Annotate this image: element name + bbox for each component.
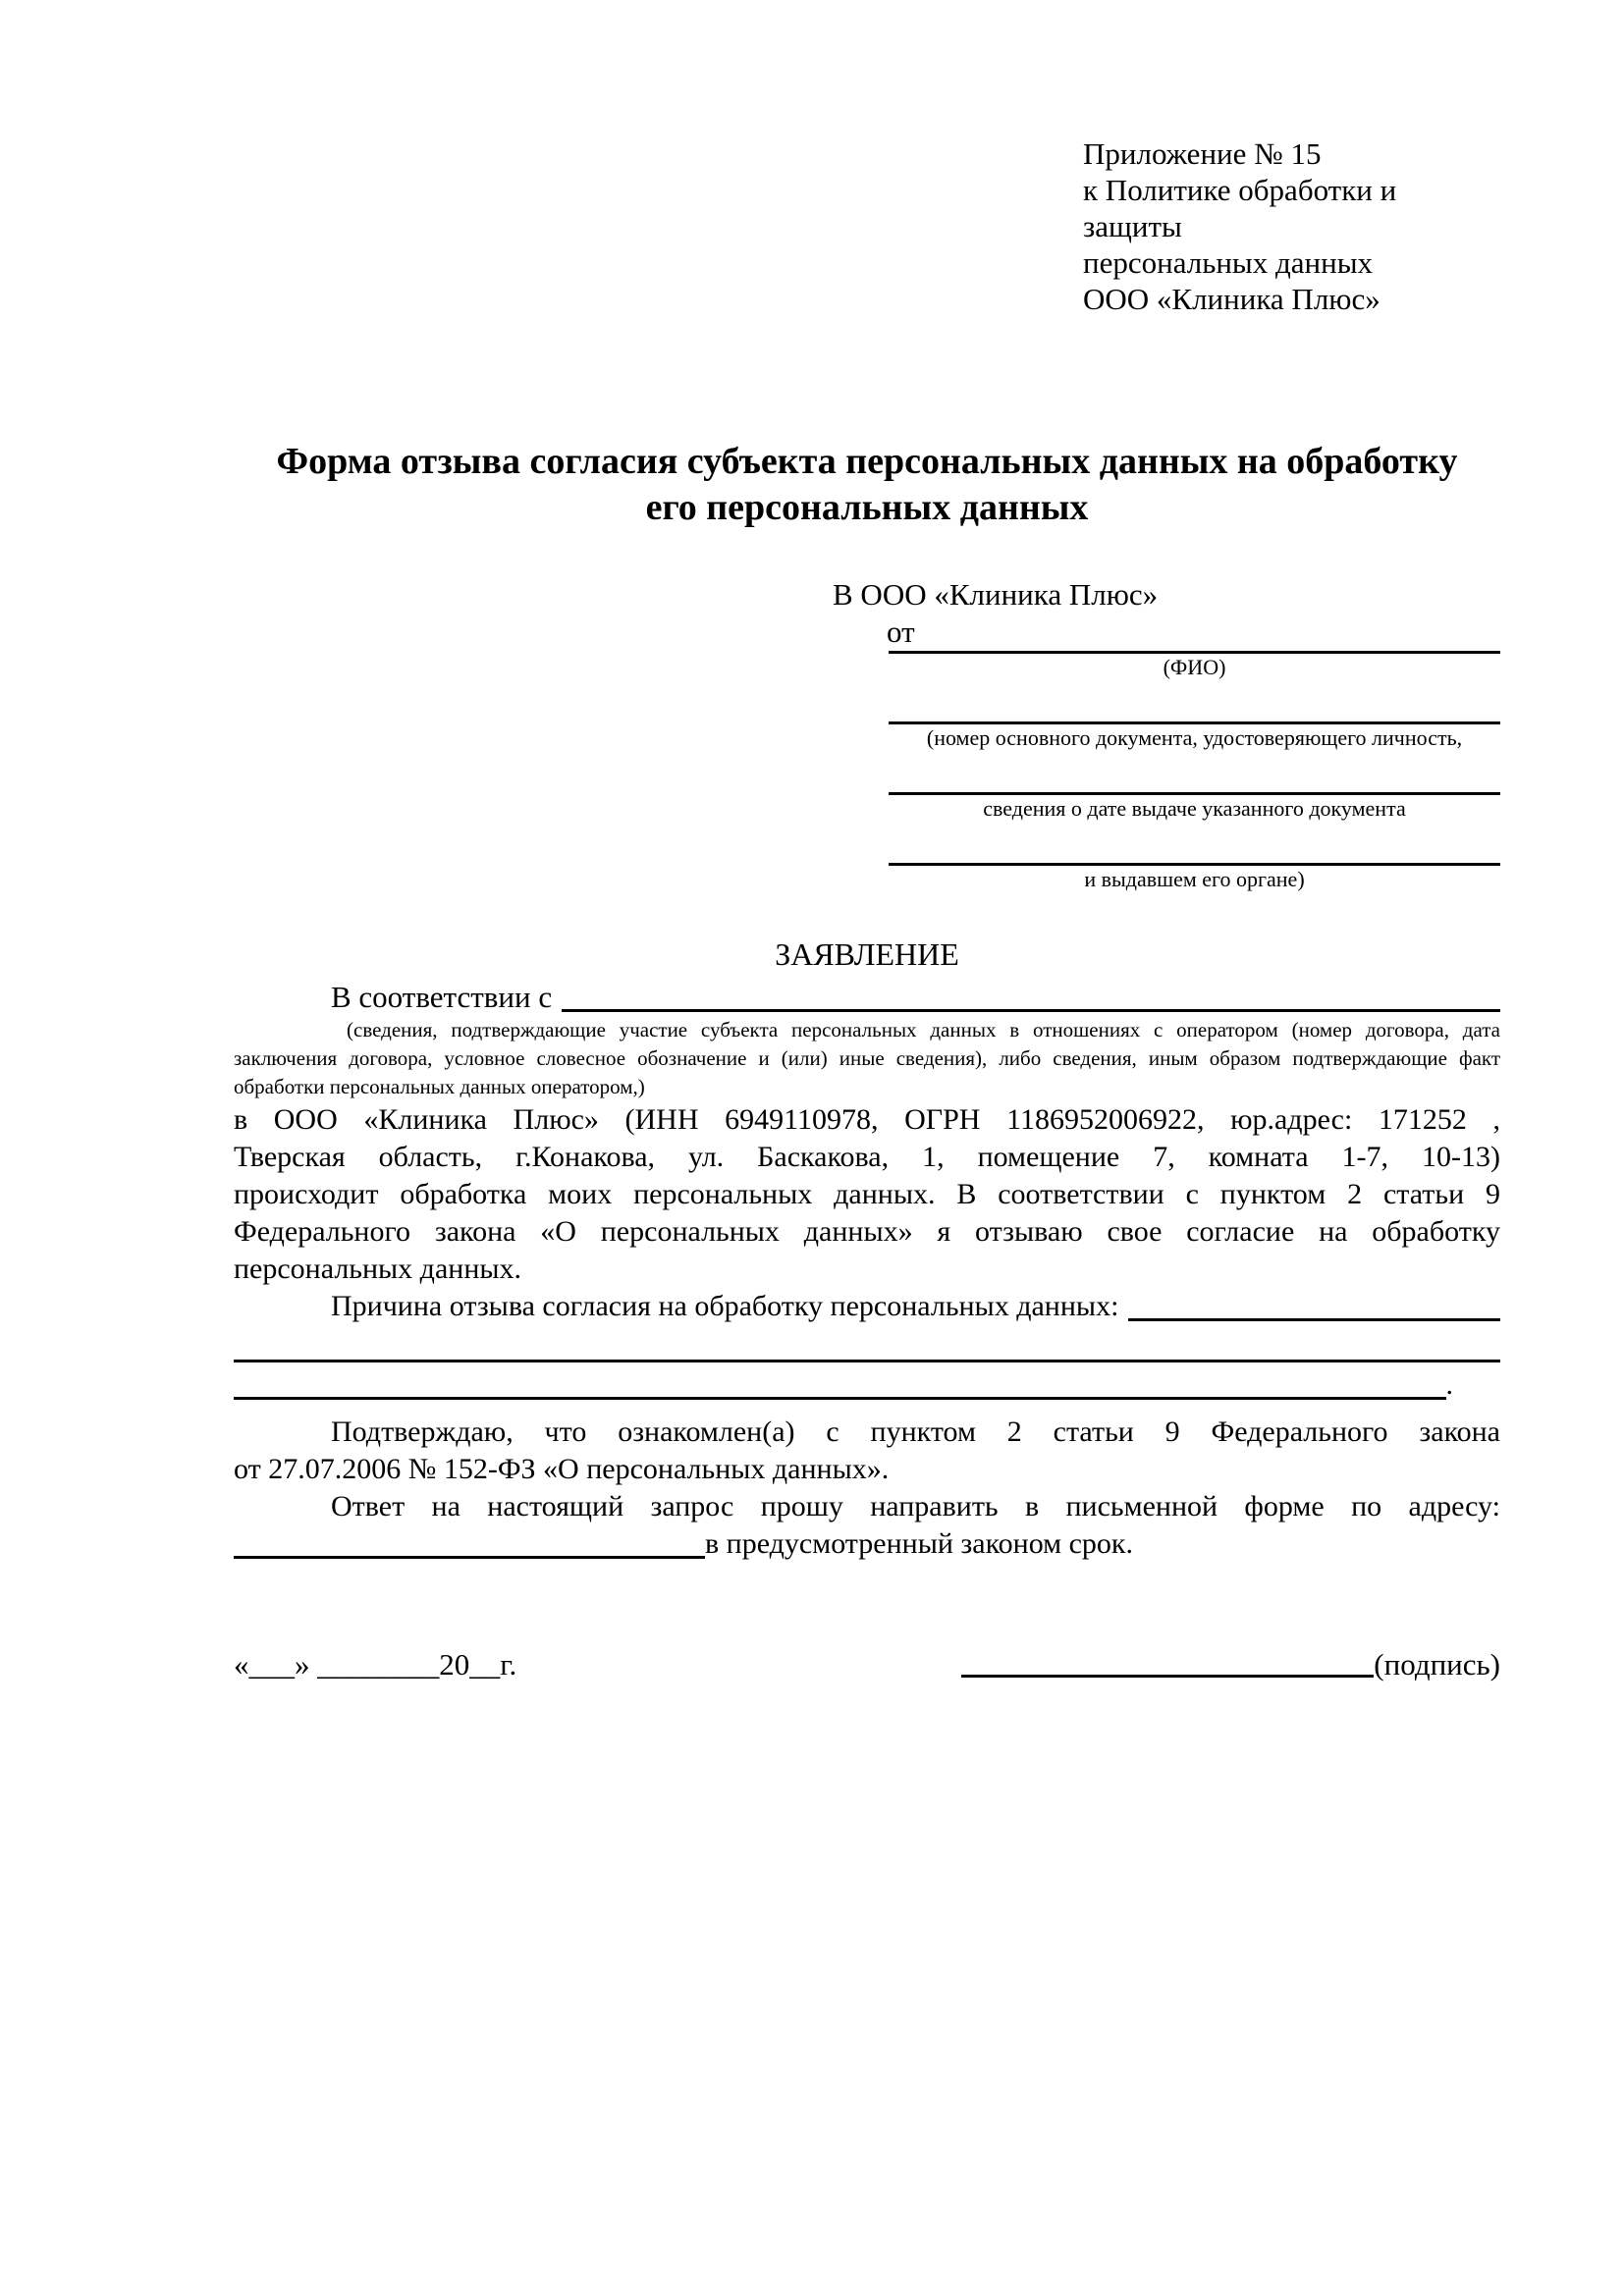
addressee-to: В ООО «Клиника Плюс»	[833, 577, 1159, 612]
document-title	[234, 439, 1500, 531]
statement-heading: ЗАЯВЛЕНИЕ	[775, 936, 959, 972]
footnote-line: заключения договора, условное словесное обозначение и (или) иные сведения), либо сведения, иным образом подтверждающие факт	[234, 1046, 1500, 1070]
confirm-line: Подтверждаю, что ознакомлен(а) с пунктом 2 статьи 9 Федерального закона	[331, 1415, 1500, 1448]
reason-prefix: Причина отзыва согласия на обработку персональных данных:	[331, 1290, 1119, 1322]
doc-number-caption: (номер основного документа, удостоверяющего личность,	[926, 725, 1463, 750]
addressee-from-label: от	[887, 614, 915, 649]
footnote-line: (сведения, подтверждающие участие субъекта персональных данных в отношениях с оператором (номер договора, дата	[347, 1018, 1500, 1041]
header-note	[1083, 135, 1500, 317]
signature-caption: (подпись)	[1374, 1647, 1500, 1682]
reply-address-blank-line	[234, 1525, 705, 1559]
trailing-period: .	[1445, 1368, 1453, 1401]
title-line-2: его персональных данных	[645, 487, 1089, 528]
date-blank-text: «___» ________20__г.	[234, 1647, 517, 1682]
reason-extra-line-2	[234, 1362, 1500, 1400]
reply-suffix: в предусмотренный законом срок.	[705, 1527, 1133, 1560]
issuing-authority-caption: и выдавшем его органе)	[1084, 867, 1305, 891]
body-line: происходит обработка моих персональных данных. В соответствии с пунктом 2 статьи 9	[234, 1178, 1500, 1210]
confirm-paragraph	[234, 1414, 1500, 1488]
body-line: в ООО «Клиника Плюс» (ИНН 6949110978, ОГРН 1186952006922, юр.адрес: 171252 ,	[234, 1103, 1500, 1136]
body-paragraph	[234, 1101, 1500, 1288]
issue-date-field	[889, 792, 1500, 822]
issuing-authority-field	[889, 863, 1500, 892]
footnote	[234, 1016, 1500, 1101]
body-line: Федерального закона «О персональных данных» я отзываю свое согласие на обработку	[234, 1215, 1500, 1248]
header-note-line: к Политике обработки и защиты	[1083, 173, 1397, 243]
doc-number-field	[889, 721, 1500, 751]
intro-blank-line	[562, 979, 1500, 1012]
intro-prefix: В соответствии с	[331, 980, 553, 1014]
reason-extra-line-1	[234, 1325, 1500, 1362]
body-line: персональных данных.	[234, 1253, 522, 1285]
addressee-block	[234, 576, 1500, 892]
fio-field	[889, 651, 1500, 680]
signature-row	[234, 1646, 1500, 1683]
header-note-line: ООО «Клиника Плюс»	[1083, 282, 1380, 316]
header-note-line: персональных данных	[1083, 245, 1374, 280]
signature-blank-line	[961, 1675, 1374, 1678]
footnote-line: обработки персональных данных оператором,)	[234, 1075, 645, 1098]
signature-area	[961, 1646, 1500, 1683]
issue-date-caption: сведения о дате выдаче указанного документа	[983, 796, 1406, 821]
header-note-line: Приложение № 15	[1083, 136, 1322, 171]
intro-row	[234, 979, 1500, 1016]
confirm-line: от 27.07.2006 № 152-ФЗ «О персональных данных».	[234, 1453, 890, 1485]
reply-address-row	[234, 1525, 1500, 1563]
reason-row	[234, 1288, 1500, 1325]
reply-line: Ответ на настоящий запрос прошу направить в письменной форме по адресу:	[331, 1490, 1500, 1522]
reason-extra-blank-rule	[234, 1397, 1446, 1400]
body-line: Тверская область, г.Конакова, ул. Баскакова, 1, помещение 7, комната 1-7, 10-13)	[234, 1141, 1500, 1173]
reply-paragraph	[234, 1488, 1500, 1563]
fio-caption: (ФИО)	[1163, 655, 1226, 679]
reason-blank-line	[1128, 1288, 1500, 1321]
title-line-1: Форма отзыва согласия субъекта персональных данных на обработку	[276, 441, 1458, 482]
